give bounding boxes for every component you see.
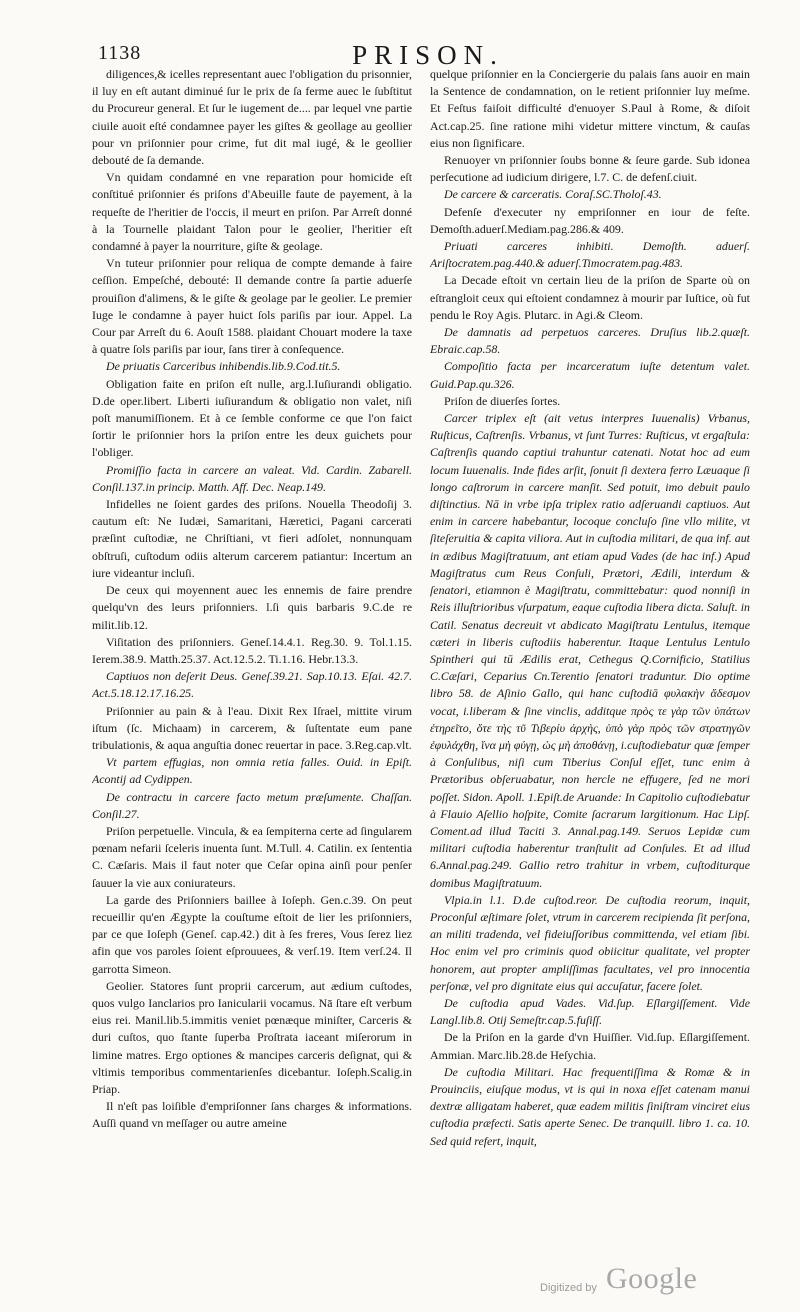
text-paragraph: Infidelles ne ſoient gardes des priſons. Nouella Theodoſij 3. cautum eſt: Ne Iudæi, Samaritani, Hæretici, Pagani carcerati præſint cuſtodiæ, ne Chriſtiani, vt fieri adſolet, nonnunquam obſtruſi, cuſtodum odiis alterum carcerem patiantur: Incertum an iure videantur incluſi.: [92, 497, 412, 580]
citation-paragraph: De cuſtodia apud Vades. Vid.ſup. Eſlargiſſement. Vide Langl.lib.8. Otij Semeſtr.cap.5.fuſiſſ.: [430, 995, 750, 1028]
text-paragraph: diligences,& icelles representant auec l'obligation du prisonnier, il luy en eſt autant diminué ſur le prix de ſa ferme auec le ſubſtitut du Procureur general. Et ſur le iugement de.... par lequel vne partie ciuile auoit eſté condamnee payer les giſtes & geollage au geollier pour vn priſonnier pour crime, fut dit mal iugé, & le geollier debouté de ſa demande.: [92, 67, 412, 168]
text-columns: [92, 66, 758, 1266]
citation-paragraph: De cuſtodia Militari. Hac frequentiſſima & Romæ & in Prouinciis, eiuſque modus, vt is qui in noxa eſſet catenam manui dextræ alligatam haberet, quæ eadem militis ſiniſtram vinciret eius cuſtodia præfecti. Satis aperte Senec. De tranquill. libro 1. ca. 10. Sed quid refert, inquit,: [430, 1064, 750, 1148]
text-paragraph: Renuoyer vn priſonnier ſoubs bonne & ſeure garde. Sub idonea perſecutione ad iudicium dirigere, l.7. C. de defenſ.ciuit.: [430, 153, 750, 185]
digitization-footer: [540, 1262, 760, 1302]
text-paragraph: Viſitation des priſonniers. Geneſ.14.4.1. Reg.30. 9. Tol.1.15. Ierem.38.9. Matth.25.37. Act.12.5.2. Ti.1.16. Hebr.13.3.: [92, 634, 412, 666]
page-number: 1138: [98, 42, 142, 64]
citation-paragraph: De priuatis Carceribus inhibendis.lib.9.Cod.tit.5.: [106, 359, 341, 374]
left-column: [92, 66, 412, 1266]
text-paragraph: Vn quidam condamné en vne reparation pour homicide eſt conſtitué priſonnier és priſons d'Abeuille faute de payement, à la requeſte de l'heritier de l'occis, il meurt en priſon. Par Arreſt donné à la Tournelle plaidant Talon pour le geolier, l'heritier eſt condamné à payer la nourriture, giſte & geolage.: [92, 170, 412, 254]
text-paragraph: Obligation faite en priſon eſt nulle, arg.l.Iuſiurandi obligatio. D.de oper.libert. Liberti iuſiurandum & obligatio non valet, niſi poſt manumiſſionem. Et à ce ſemble conforme ce que l'on faict ſortir le priſonnier hors la priſon entre les deux guichets pour l'obliger.: [92, 376, 412, 460]
citation-paragraph: Compoſitio facta per incarceratum iuſte detentum valet. Guid.Pap.qu.326.: [430, 359, 750, 391]
text-paragraph: Geolier. Statores ſunt proprii carcerum, aut ædium cuſtodes, quos vulgo Ianclarios pro Ianicularii vocamus. Nā ſtare eſt verbum eius rei. Manil.lib.5.immitis veniet pœnæque miniſter, Carceris & duri cuſtos, quo ſtante ſuperba Proſtrata iaceant miſerorum in limine matres. Ergo optiones & mancipes carceris deſignat, qui & vltimis temporibus commentarienſes dicebantur. Ioſeph.Scalig.in Priap.: [92, 978, 412, 1096]
text-paragraph: De ceux qui moyennent auec les ennemis de faire prendre quelqu'vn des leurs priſonniers. l.ſi quis barbaris 9.C.de re milit.lib.12.: [92, 583, 412, 632]
text-paragraph: Vn tuteur priſonnier pour reliqua de compte demande à faire ceſſion. Empeſché, debouté: Il demande contre ſa partie aduerſe prouiſion d'alimens, & le giſte & geolage par le geolier. Le premier Iuge le condamne à payer huict ſols pariſis par iour. Appel. La Cour par Arreſt du 6. Aouſt 1588. plaidant Chouart modere la taxe à quatre ſols pariſis par iour, ſans tirer à conſequence.: [92, 256, 412, 357]
text-paragraph: Il n'eſt pas loiſible d'empriſonner ſans charges & informations. Auſſi quand vn meſſager ou autre ameine: [92, 1099, 412, 1131]
citation-paragraph: Priuati carceres inhibiti. Demoſth. aduerſ. Ariſtocratem.pag.440.& aduerſ.Timocratem.pag.483.: [430, 239, 750, 271]
citation-paragraph: Captiuos non deſerit Deus. Geneſ.39.21. Sap.10.13. Eſai. 42.7. Act.5.18.12.17.16.25.: [92, 669, 412, 701]
citation-paragraph: De carcere & carceratis. Coraſ.SC.Tholoſ.43.: [444, 187, 662, 202]
citation-paragraph: De damnatis ad perpetuos carceres. Druſius lib.2.quæſt. Ebraic.cap.58.: [430, 325, 750, 357]
page-header: [98, 40, 758, 68]
text-paragraph: La Decade eſtoit vn certain lieu de la priſon de Sparte où on eſtrangloit ceux qui eſtoient condamnez à mourir par Iuſtice, où fut pendu le Roy Agis. Plutarc. in Agi.& Cleom.: [430, 273, 750, 322]
citation-paragraph: Carcer triplex eſt (ait vetus interpres Iuuenalis) Vrbanus, Ruſticus, Caſtrenſis. Vrbanus, vt ſunt Turres: Ruſticus, vt ergaſtula: Caſtrenſis quando captiui trahuntur catenati. Notat hoc ad eum locum Iuuenalis. Inde fides arſit, ſonuit ſi dextera ferro Læuaque ſi longo caſtrorum in carcere manſit. Sed potuit, imo debuit paulo diſtinctius. Nā in vrbe ipſa triplex ratio adſeruandi captiuos. Aut enim in carcere habebantur, locoque concluſo ſine vllo milite, vt ſiteſeruitia & capita viliora. Aut in cuſtodia militari, de qua inf. aut in ædibus Magiſtratuum, ant etiam apud Vades (de hac inf.) Apud Magiſtratus cum Reus Conſuli, Prætori, Ædili, interdum & ſenatori, etiamnon è Magiſtratu, committebatur: quod nonniſi in Reis illuſtrioribus vſurpatum, eaque cuſtodia libera dicta. Saluſt. in Catil. Senatus decreuit vt abdicato Magiſtratu Lentulus, itemque cæteri in liberis cuſtodiis haberentur. Itaque Lentulus Lentulo Spintheri qui tū Ædilis erat, Cethegus Q.Cornificio, Statilius C.Cæſari, Ceparius Cn.Terentio ſenatori traduntur. Dio optime libro 58. de Aſinio Gallo, qui hanc cuſtodiā φυλακὴν ἄδεσμον vocat, i.liberam & ſine vinclis, additque πρὸς τε γὰρ τῶν ὑπάτων ἐτηρεῖτο, ὅτε τὴς τῦ Τιβερίυ ἀρχὴς, ὑπὸ γὰρ πρὸς τῶν στρατηγῶν ἐφυλάχθη, ἵνα μὴ φύγῃ, ὡς μὴ ἀποθάνῃ, i.cuſtodiebatur quæ ſemper à Conſulibus, niſi cum Tiberius Conſul eſſet, tunc enim à Prætoribus obſeruabatur, non hercle ne effugere, ſed ne mori poſſet. Sidon. Apoll. 1.Epiſt.de Aruande: In Capitolio cuſtodiebatur à Flauio Aſellio hoſpite, Comite ſacrarum largitionum. Hac Lipſ. Coment.ad illud Taciti 3. Annal.pag.149. Seruos Lepidæ cum militari cuſtodia haberentur tranſtulit ad Conſules. Et ad illud 6.Annal.pag.249. Gallio retro trahitur in vrbem, cuſtoditurque domibus Magiſtratuum.: [430, 411, 750, 890]
text-paragraph: Priſon perpetuelle. Vincula, & ea ſempiterna certe ad ſingularem pœnam nefarii ſceleris inuenta ſunt. M.Tull. 4. Catilin. ex ſententia C. Cæſaris. Mais il faut noter que Ceſar opina ainſi pour penſer ſauuer la vie aux coniurateurs.: [92, 823, 412, 890]
text-paragraph: quelque priſonnier en la Conciergerie du palais ſans auoir en main la Sentence de condamnation, on le retient priſonnier luy meſme. Et Feſtus faiſoit difficulté d'enuoyer S.Paul à Rome, & diſoit Act.cap.25. ſine ratione mihi videtur mittere vinctum, & cauſas eius non ſignificare.: [430, 67, 750, 150]
citation-paragraph: Vt partem effugias, non omnia retia falles. Ouid. in Epiſt. Acontij ad Cydippen.: [92, 755, 412, 787]
right-column: [430, 66, 750, 1266]
citation-paragraph: Promiſſio facta in carcere an valeat. Vid. Cardin. Zabarell. Conſil.137.in princip. Matth. Aff. Dec. Neap.149.: [92, 462, 412, 494]
google-logo: Google: [606, 1262, 698, 1295]
text-paragraph: La garde des Priſonniers baillee à Ioſeph. Gen.c.39. On peut recueillir qu'en Ægypte la couſtume eſtoit de lier les priſonniers, par ce que Ioſeph (Geneſ. cap.42.) dit à ſes freres, Vous ſerez liez afin que vos paroles ſoient eſprouuees, & verſ.19. Item verſ.24. Il garrotta Simeon.: [92, 892, 412, 976]
citation-paragraph: De contractu in carcere facto metum præſumente. Chaſſan. Conſil.27.: [92, 789, 412, 821]
text-paragraph: Priſonnier au pain & à l'eau. Dixit Rex Iſrael, mittite virum iſtum (ſc. Michaam) in carcerem, & ſuſtentate eum pane tribulationis, & aqua anguſtia donec reuertar in pace. 3.Reg.cap.vlt.: [92, 703, 412, 752]
digitized-by-label: Digitized by: [540, 1282, 597, 1294]
running-title: PRISON.: [352, 40, 504, 70]
text-paragraph: De la Priſon en la garde d'vn Huiſſier. Vid.ſup. Eſlargiſſement. Ammian. Marc.lib.28.de Heſychia.: [430, 1030, 750, 1062]
text-paragraph: Defenſe d'executer ny empriſonner en iour de feſte. Demoſth.aduerſ.Mediam.pag.286.& 409.: [430, 204, 750, 236]
text-paragraph: Priſon de diuerſes ſortes.: [444, 393, 561, 408]
citation-paragraph: Vlpia.in l.1. D.de cuſtod.reor. De cuſtodia reorum, inquit, Proconſul æſtimare ſolet, vtrum in carcerem recipienda ſit perſona, an militi tradenda, vel fideiuſſoribus committenda, vel etiam ſibi. Hoc enim vel pro criminis quod obiicitur qualitate, vel propter honorem, aut propter ampliſſimas facultates, vel pro innocentia perſonæ, vel pro dignitate eius qui accuſatur, facere ſolet.: [430, 892, 750, 993]
